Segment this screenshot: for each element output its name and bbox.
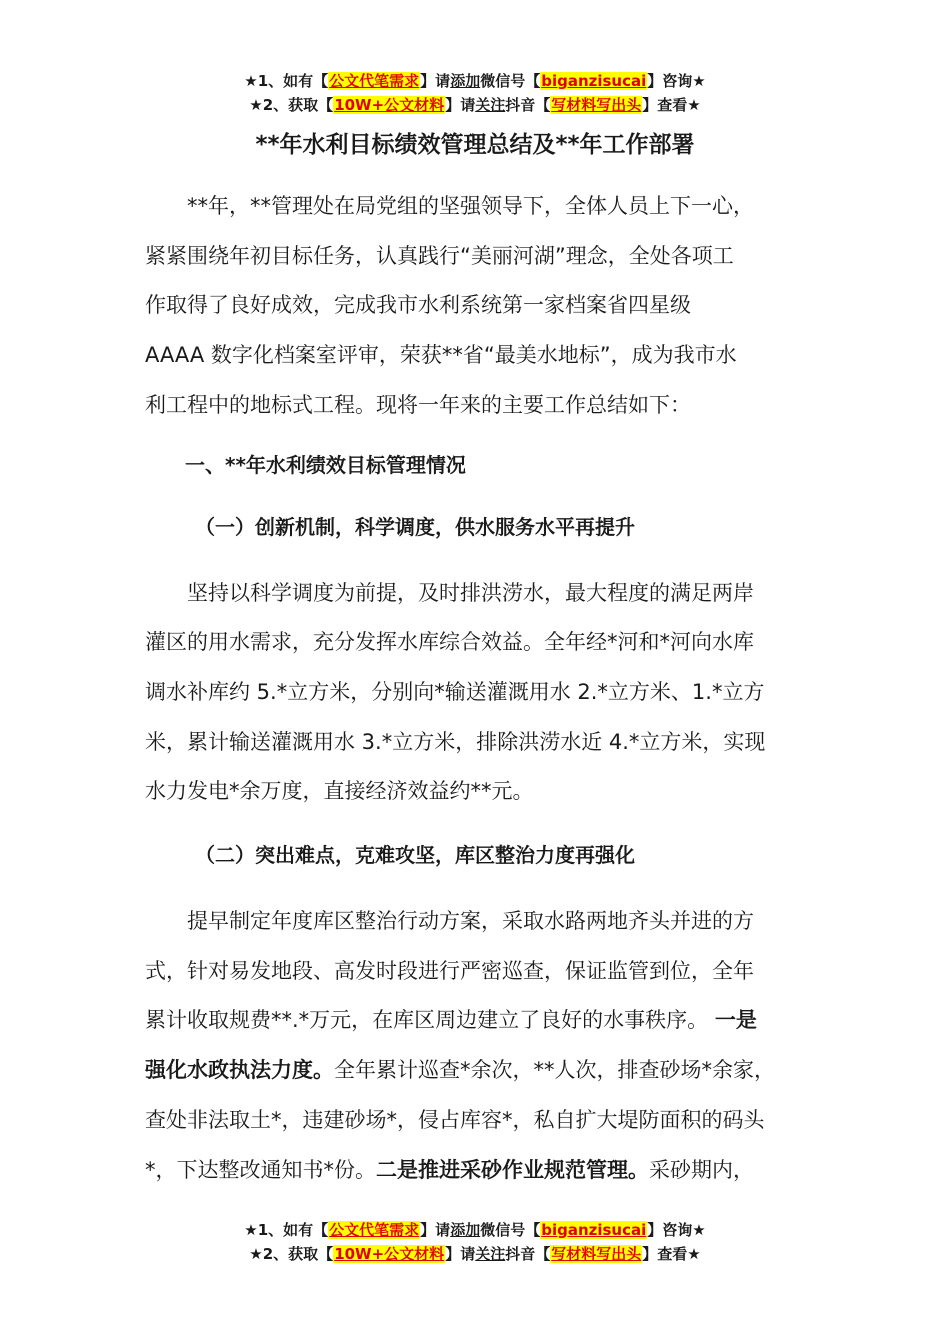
banner-text: 抖音【 xyxy=(505,1245,551,1263)
paragraph-text: 提早制定年度库区整治行动方案，采取水路两地齐头并进的方 式，针对易发地段、高发时段进行严密巡查，保证监管到位，全年 累计收取规费**.*万元，在库区周边建立了良好的水事秩序。 xyxy=(145,909,754,1033)
banner-line-1 xyxy=(0,1218,950,1242)
banner-text: 抖音【 xyxy=(505,96,551,114)
banner-highlight: 10W+公文材料 xyxy=(334,1245,445,1263)
banner-highlight: 写材料写出头 xyxy=(551,1245,642,1263)
banner-line-2 xyxy=(0,1242,950,1266)
banner-text: ★2、获取【 xyxy=(249,1245,334,1263)
paragraph: 坚持以科学调度为前提，及时排洪涝水，最大程度的满足两岸 灌区的用水需求，充分发挥水库综合效益。全年经*河和*河向水库 调水补库约 5.*立方米，分别向*输送灌溉用水 2.*立方米、1.*立方 米，累计输送灌溉用水 3.*立方米，排除洪涝水近 4.*立方米，实现 水力发电*余万度，直接经济效益约**元。 xyxy=(145,580,766,804)
bottom-banner xyxy=(0,1218,950,1266)
paragraph xyxy=(145,897,835,1195)
banner-highlight: biganzisucai xyxy=(541,72,647,90)
banner-emphasis: 添加 xyxy=(450,72,481,90)
document-title: **年水利目标绩效管理总结及**年工作部署 xyxy=(255,132,695,158)
section-heading: 一、**年水利绩效目标管理情况 xyxy=(185,452,466,477)
subsection-heading: （一）创新机制，科学调度，供水服务水平再提升 xyxy=(195,514,635,539)
banner-text: 】请 xyxy=(445,96,476,114)
bold-lead: 一是 强化水政执法力度。 xyxy=(145,1008,757,1083)
paragraph-text: 采砂期内， xyxy=(649,1157,754,1182)
banner-emphasis: 关注 xyxy=(475,96,506,114)
banner-line-1 xyxy=(0,69,950,93)
intro-paragraph: **年，**管理处在局党组的坚强领导下，全体人员上下一心， 紧紧围绕年初目标任务，认真践行“美丽河湖”理念，全处各项工 作取得了良好成效，完成我市水利系统第一家档案省四星级 AAAA 数字化档案室评审，荣获**省“最美水地标”，成为我市水 利工程中的地标式工程。现将一年来的主要工作总结如下： xyxy=(145,194,754,417)
bold-lead: 二是推进采砂作业规范管理。 xyxy=(376,1157,649,1182)
banner-emphasis: 关注 xyxy=(475,1245,506,1263)
paragraph-text: 全年累计巡查*余次，**人次，排查砂场*余家， 查处非法取土*，违建砂场*，侵占库容*，私自扩大堤防面积的码头 *，下达整改通知书*份。 xyxy=(145,1058,775,1182)
banner-text: ★1、如有【 xyxy=(244,1221,329,1239)
banner-highlight: 公文代笔需求 xyxy=(329,72,420,90)
banner-highlight: 公文代笔需求 xyxy=(329,1221,420,1239)
banner-text: 】查看★ xyxy=(642,1245,701,1263)
document-body xyxy=(145,182,835,1195)
banner-text: ★2、获取【 xyxy=(249,96,334,114)
banner-highlight: 10W+公文材料 xyxy=(334,96,445,114)
banner-highlight: 写材料写出头 xyxy=(551,96,642,114)
banner-text: 】查看★ xyxy=(642,96,701,114)
banner-line-2 xyxy=(0,93,950,117)
banner-highlight: biganzisucai xyxy=(541,1221,647,1239)
banner-emphasis: 添加 xyxy=(450,1221,481,1239)
banner-text: 微信号【 xyxy=(480,1221,541,1239)
subsection-heading: （二）突出难点，克难攻坚，库区整治力度再强化 xyxy=(195,843,635,868)
banner-text: 】请 xyxy=(420,72,451,90)
banner-text: 】请 xyxy=(445,1245,476,1263)
banner-text: 】咨询★ xyxy=(647,1221,706,1239)
top-banner xyxy=(0,69,950,117)
banner-text: 】请 xyxy=(420,1221,451,1239)
banner-text: ★1、如有【 xyxy=(244,72,329,90)
banner-text: 微信号【 xyxy=(480,72,541,90)
banner-text: 】咨询★ xyxy=(647,72,706,90)
